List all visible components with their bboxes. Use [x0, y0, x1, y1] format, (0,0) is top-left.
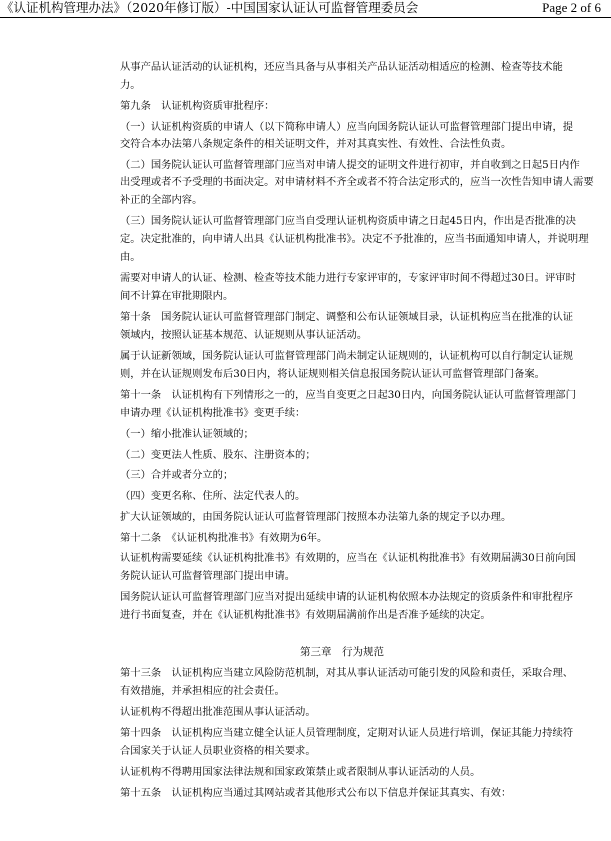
text-line: 认证机构不得聘用国家法律法规和国家政策禁止或者限制从事认证活动的人员。: [120, 766, 481, 778]
text-line: 定。决定批准的，向申请人出具《认证机构批准书》。决定不予批准的，应当书面通知申请人，并说明理: [120, 233, 589, 245]
text-line: 务院认证认可监督管理部门提出申请。: [120, 570, 296, 582]
text-line: （一）认证机构资质的申请人（以下简称申请人）应当向国务院认证认可监督管理部门提出申请，提: [120, 121, 574, 133]
text-line: 扩大认证领域的，由国务院认证认可监督管理部门按照本办法第九条的规定予以办理。: [120, 511, 512, 523]
article-heading: 第十五条 认证机构应当通过其网站或者其他形式公布以下信息并保证其真实、有效：: [120, 787, 512, 799]
text-line: （二）国务院认证认可监督管理部门应当对申请人提交的证明文件进行初审，并自收到之日起5日内作: [120, 159, 580, 171]
text-line: 认证机构不得超出批准范围从事认证活动。: [120, 706, 316, 718]
text-line: 有效措施，并承担相应的社会责任。: [120, 685, 285, 697]
text-line: 力。: [120, 79, 141, 91]
page-header: [0, 0, 611, 16]
text-line: 认证机构需要延续《认证机构批准书》有效期的，应当在《认证机构批准书》有效期届满30日前向国: [120, 552, 576, 564]
article-heading: 第十条 国务院认证认可监督管理部门制定、调整和公布认证领域目录，认证机构应当在批准的认证: [120, 311, 574, 323]
text-line: 间不计算在审批期限内。: [120, 290, 234, 302]
text-line: 合国家关于认证人员职业资格的相关要求。: [120, 745, 316, 757]
article-heading: 第九条 认证机构资质审批程序：: [120, 100, 275, 112]
list-item: （四）变更名称、住所、法定代表人的。: [120, 490, 306, 502]
article-heading: 第十一条 认证机构有下列情形之一的，应当自变更之日起30日内，向国务院认证认可监督管理部门: [120, 389, 576, 401]
list-item: （一）缩小批准认证领域的；: [120, 428, 254, 440]
header-rule: [0, 17, 611, 18]
article-heading: 第十二条 《认证机构批准书》有效期为6年。: [120, 532, 328, 544]
text-line: 补正的全部内容。: [120, 194, 203, 206]
text-line: 国务院认证认可监督管理部门应当对提出延续申请的认证机构依照本办法规定的资质条件和审批程序: [120, 591, 574, 603]
article-heading: 第十三条 认证机构应当建立风险防范机制，对其从事认证活动可能引发的风险和责任，采取合理、: [120, 667, 574, 679]
text-line: 属于认证新领域，国务院认证认可监督管理部门尚未制定认证规则的，认证机构可以自行制定认证规: [120, 350, 574, 362]
text-line: 从事产品认证活动的认证机构，还应当具备与从事相关产品认证活动相适应的检测、检查等技术能: [120, 61, 563, 73]
article-heading: 第十四条 认证机构应当建立健全认证人员管理制度，定期对认证人员进行培训，保证其能力持续符: [120, 727, 574, 739]
text-line: 申请办理《认证机构批准书》变更手续：: [120, 407, 306, 419]
text-line: 交符合本办法第八条规定条件的相关证明文件，并对其真实性、有效性、合法性负责。: [120, 138, 512, 150]
chapter-heading: 第三章 行为规范: [300, 646, 384, 658]
text-line: 由。: [120, 251, 141, 263]
page-number: Page 2 of 6: [542, 0, 601, 15]
text-line: （三）国务院认证认可监督管理部门应当自受理认证机构资质申请之日起45日内，作出是否批准的决: [120, 215, 576, 227]
text-line: 进行书面复查，并在《认证机构批准书》有效期届满前作出是否准予延续的决定。: [120, 609, 491, 621]
text-line: 则，并在认证规则发布后30日内，将认证规则相关信息报国务院认证认可监督管理部门备案。: [120, 368, 545, 380]
header-title: 《认证机构管理办法》（2020年修订版）-中国国家认证认可监督管理委员会: [1, 0, 419, 15]
text-line: 出受理或者不予受理的书面决定。对申请材料不齐全或者不符合法定形式的，应当一次性告知申请人需要: [120, 176, 594, 188]
list-item: （二）变更法人性质、股东、注册资本的；: [120, 449, 316, 461]
text-line: 需要对申请人的认证、检测、检查等技术能力进行专家评审的，专家评审时间不得超过30日。评审时: [120, 272, 576, 284]
text-line: 领域内，按照认证基本规范、认证规则从事认证活动。: [120, 329, 368, 341]
list-item: （三）合并或者分立的；: [120, 469, 234, 481]
